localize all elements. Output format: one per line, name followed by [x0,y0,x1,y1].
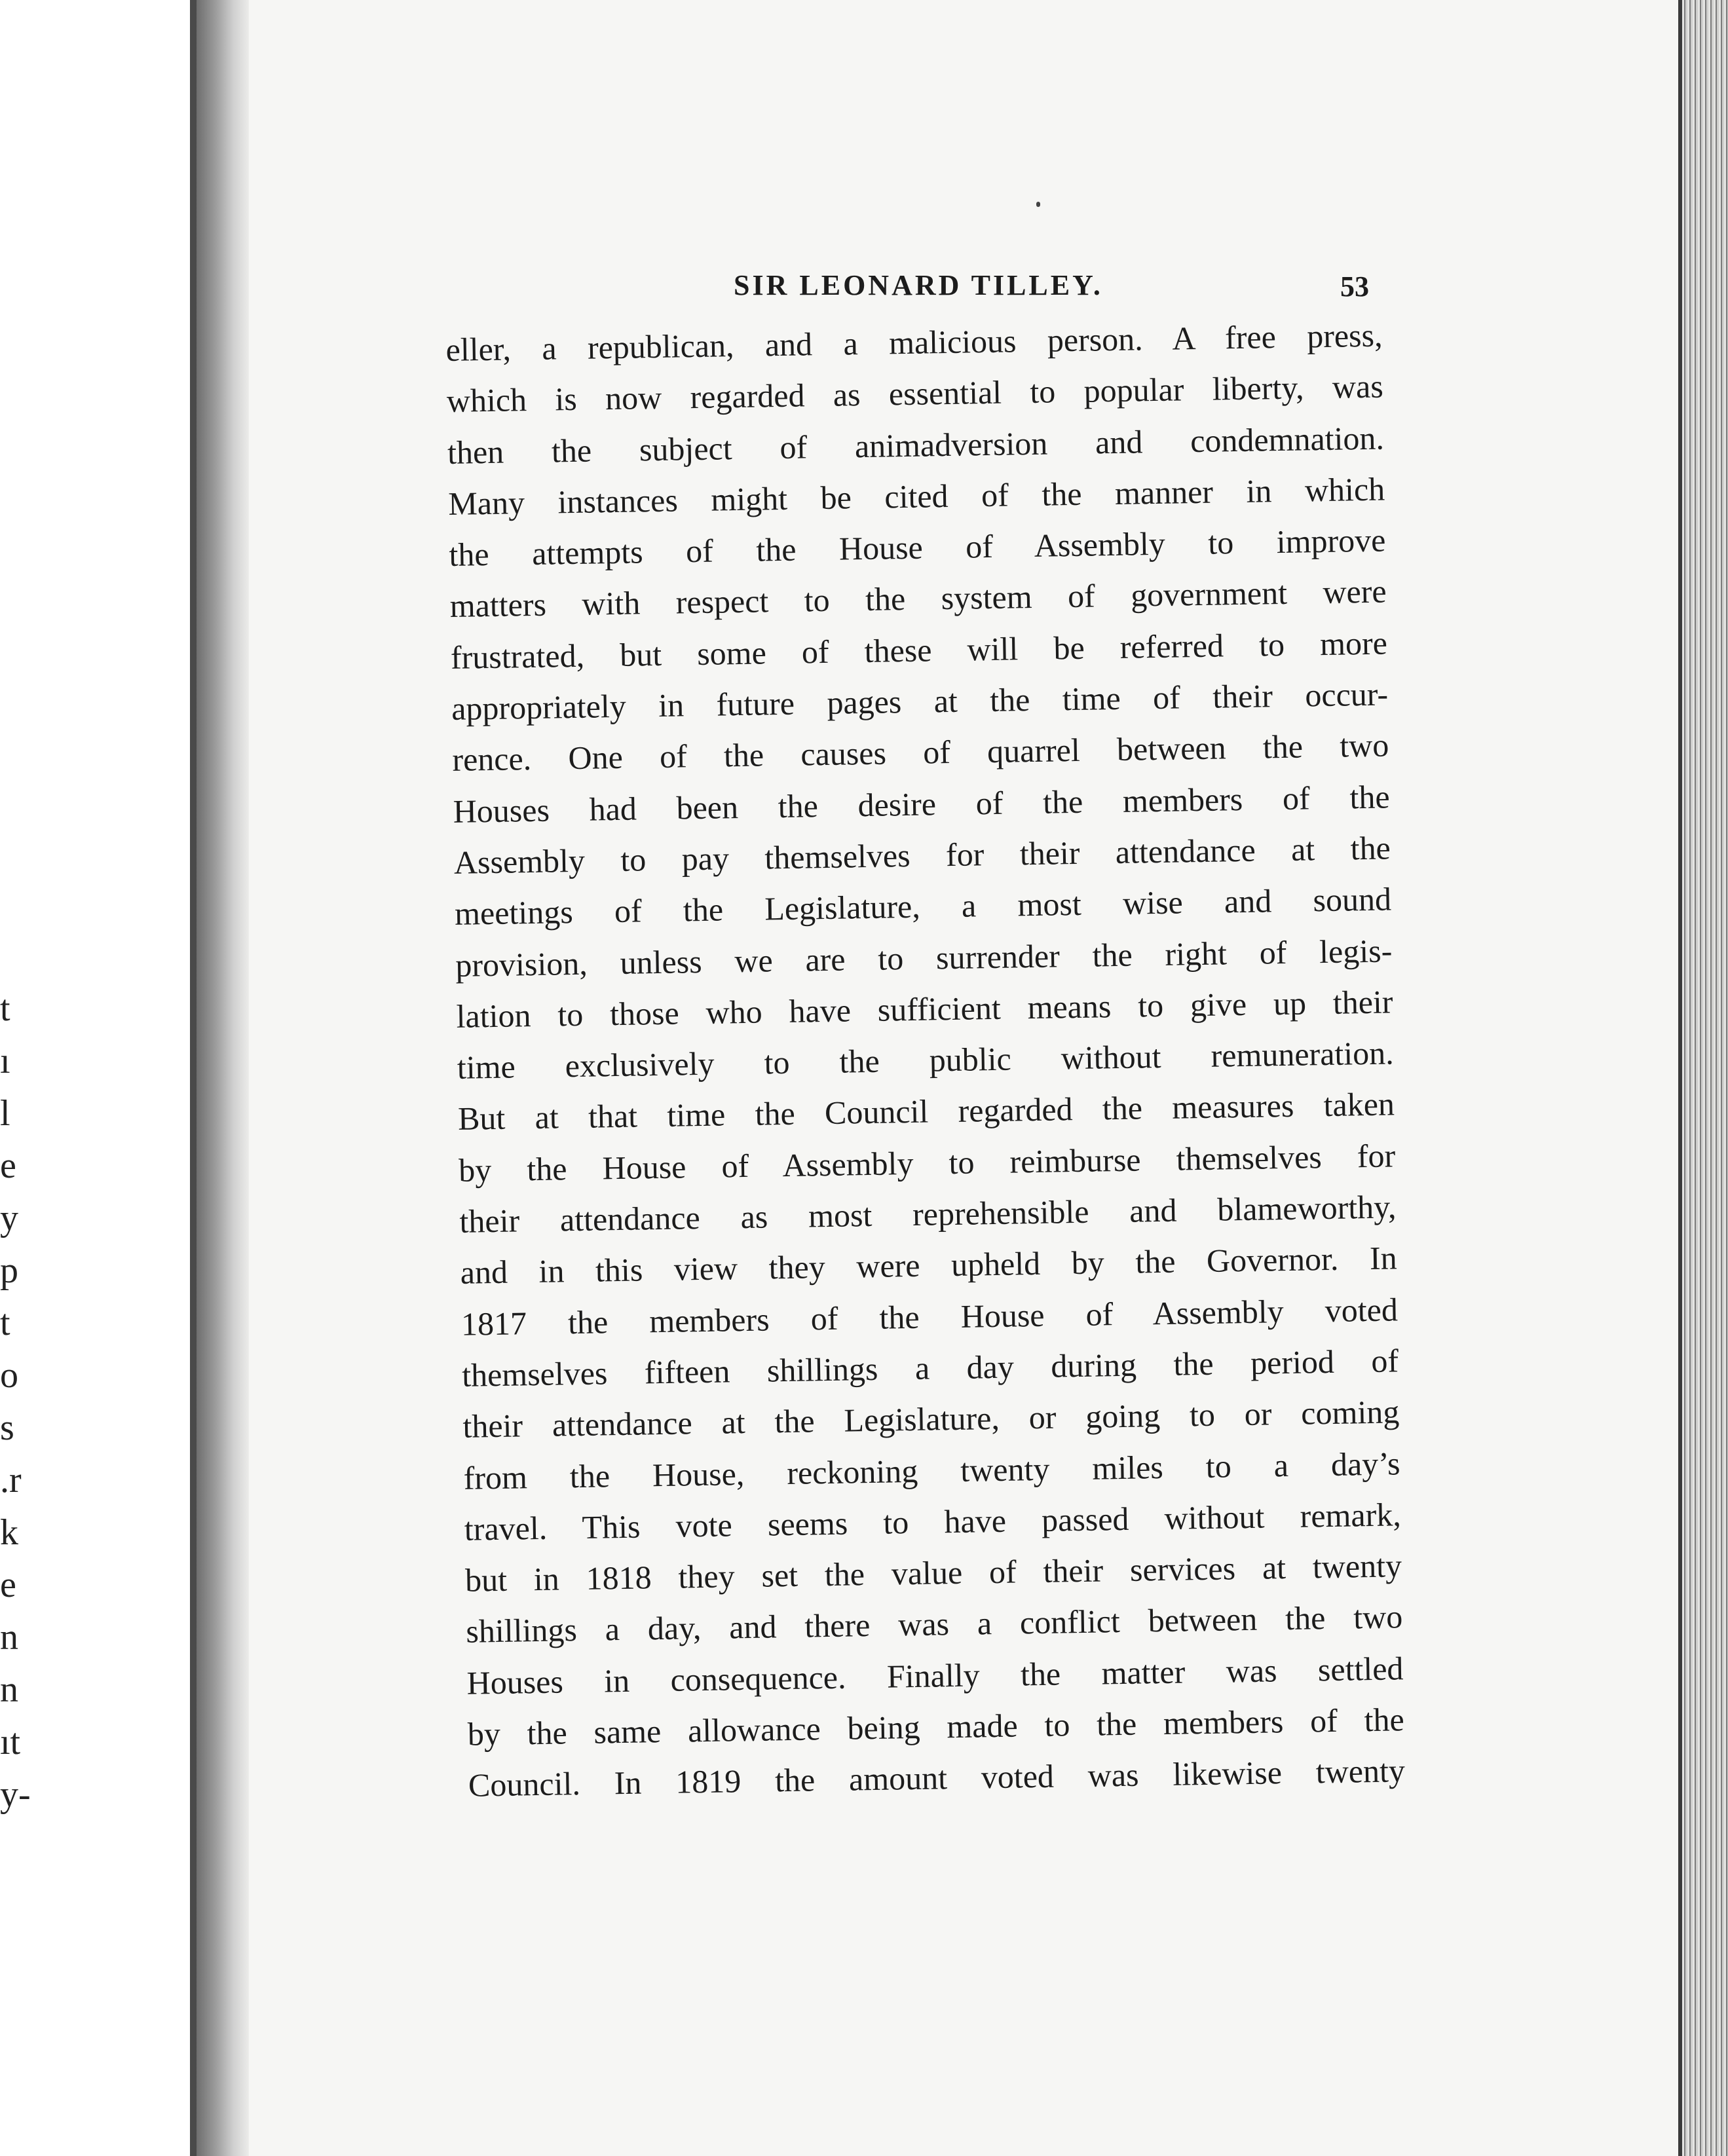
text-line: themselves fifteen shillings a day during the period of [461,1342,1399,1394]
fragment: p [0,1250,18,1291]
page-edges [1682,0,1728,2156]
facing-page-edge [0,0,197,2156]
ink-speck [1036,202,1040,207]
text-line: and in this view they were upheld by the Governor. In [460,1239,1398,1292]
fragment: l [0,1093,10,1134]
text-line: the attempts of the House of Assembly to improve [449,521,1386,574]
running-head [393,269,1389,314]
text-line: time exclusively to the public without remuneration. [457,1034,1395,1087]
text-line: which is now regarded as essential to popular liberty, was [446,367,1384,420]
text-line: meetings of the Legislature, a most wise and sound [454,880,1392,933]
text-line: from the House, reckoning twenty miles to a day’s [463,1444,1400,1496]
book-page [393,249,1406,1886]
fragment: e [0,1565,16,1605]
text-line: their attendance at the Legislature, or going to or coming [462,1393,1400,1445]
text-line: 1817 the members of the House of Assembly voted [460,1290,1399,1343]
text-line: Council. In 1819 the amount voted was likewise twenty [468,1752,1406,1804]
fragment: y [0,1198,18,1238]
text-line: eller, a republican, and a malicious person. A free press, [445,316,1383,368]
text-line: by the House of Assembly to reimburse themselves for [458,1137,1396,1189]
fragment: s [0,1407,14,1448]
text-line: appropriately in future pages at the time of their occur- [451,675,1389,728]
fragment: o [0,1355,18,1396]
text-line: travel. This vote seems to have passed without remark, [464,1496,1402,1548]
text-line: shillings a day, and there was a conflict between the two [465,1598,1403,1650]
page-number: 53 [1340,270,1369,303]
text-line: Houses in consequence. Finally the matter was settled [466,1650,1404,1701]
fragment: ı [0,1041,10,1081]
text-line: by the same allowance being made to the members of the [467,1701,1405,1753]
text-line: Assembly to pay themselves for their attendance at the [453,829,1391,881]
fragment: ıt [0,1722,21,1762]
text-line: lation to those who have sufficient means to give up their [456,983,1393,1035]
fragment: t [0,988,10,1029]
text-line: matters with respect to the system of government were [449,572,1387,625]
body-text [445,310,1405,1812]
fragment: n [0,1669,18,1710]
text-line: frustrated, but some of these will be referred to more [450,624,1388,676]
text-line: Houses had been the desire of the members of the [453,778,1390,830]
text-line: Many instances might be cited of the manner in which [447,470,1385,522]
running-title: SIR LEONARD TILLEY. [734,269,1103,301]
fragment: k [0,1512,18,1553]
text-line: their attendance as most reprehensible and blameworthy, [459,1188,1397,1240]
fragment: t [0,1303,10,1343]
text-line: provision, unless we are to surrender the right of legis- [455,931,1393,984]
facing-page-fragments [0,982,31,1821]
fragment: n [0,1617,18,1658]
text-line: But at that time the Council regarded the measures taken [457,1085,1395,1138]
fragment: y- [0,1774,31,1815]
book-gutter [197,0,249,2156]
text-line: rence. One of the causes of quarrel between the two [452,726,1389,779]
fragment: .r [0,1460,22,1500]
fragment: e [0,1145,16,1186]
text-line: then the subject of animadversion and condemnation. [447,419,1385,471]
text-line: but in 1818 they set the value of their services at twenty [464,1547,1402,1599]
